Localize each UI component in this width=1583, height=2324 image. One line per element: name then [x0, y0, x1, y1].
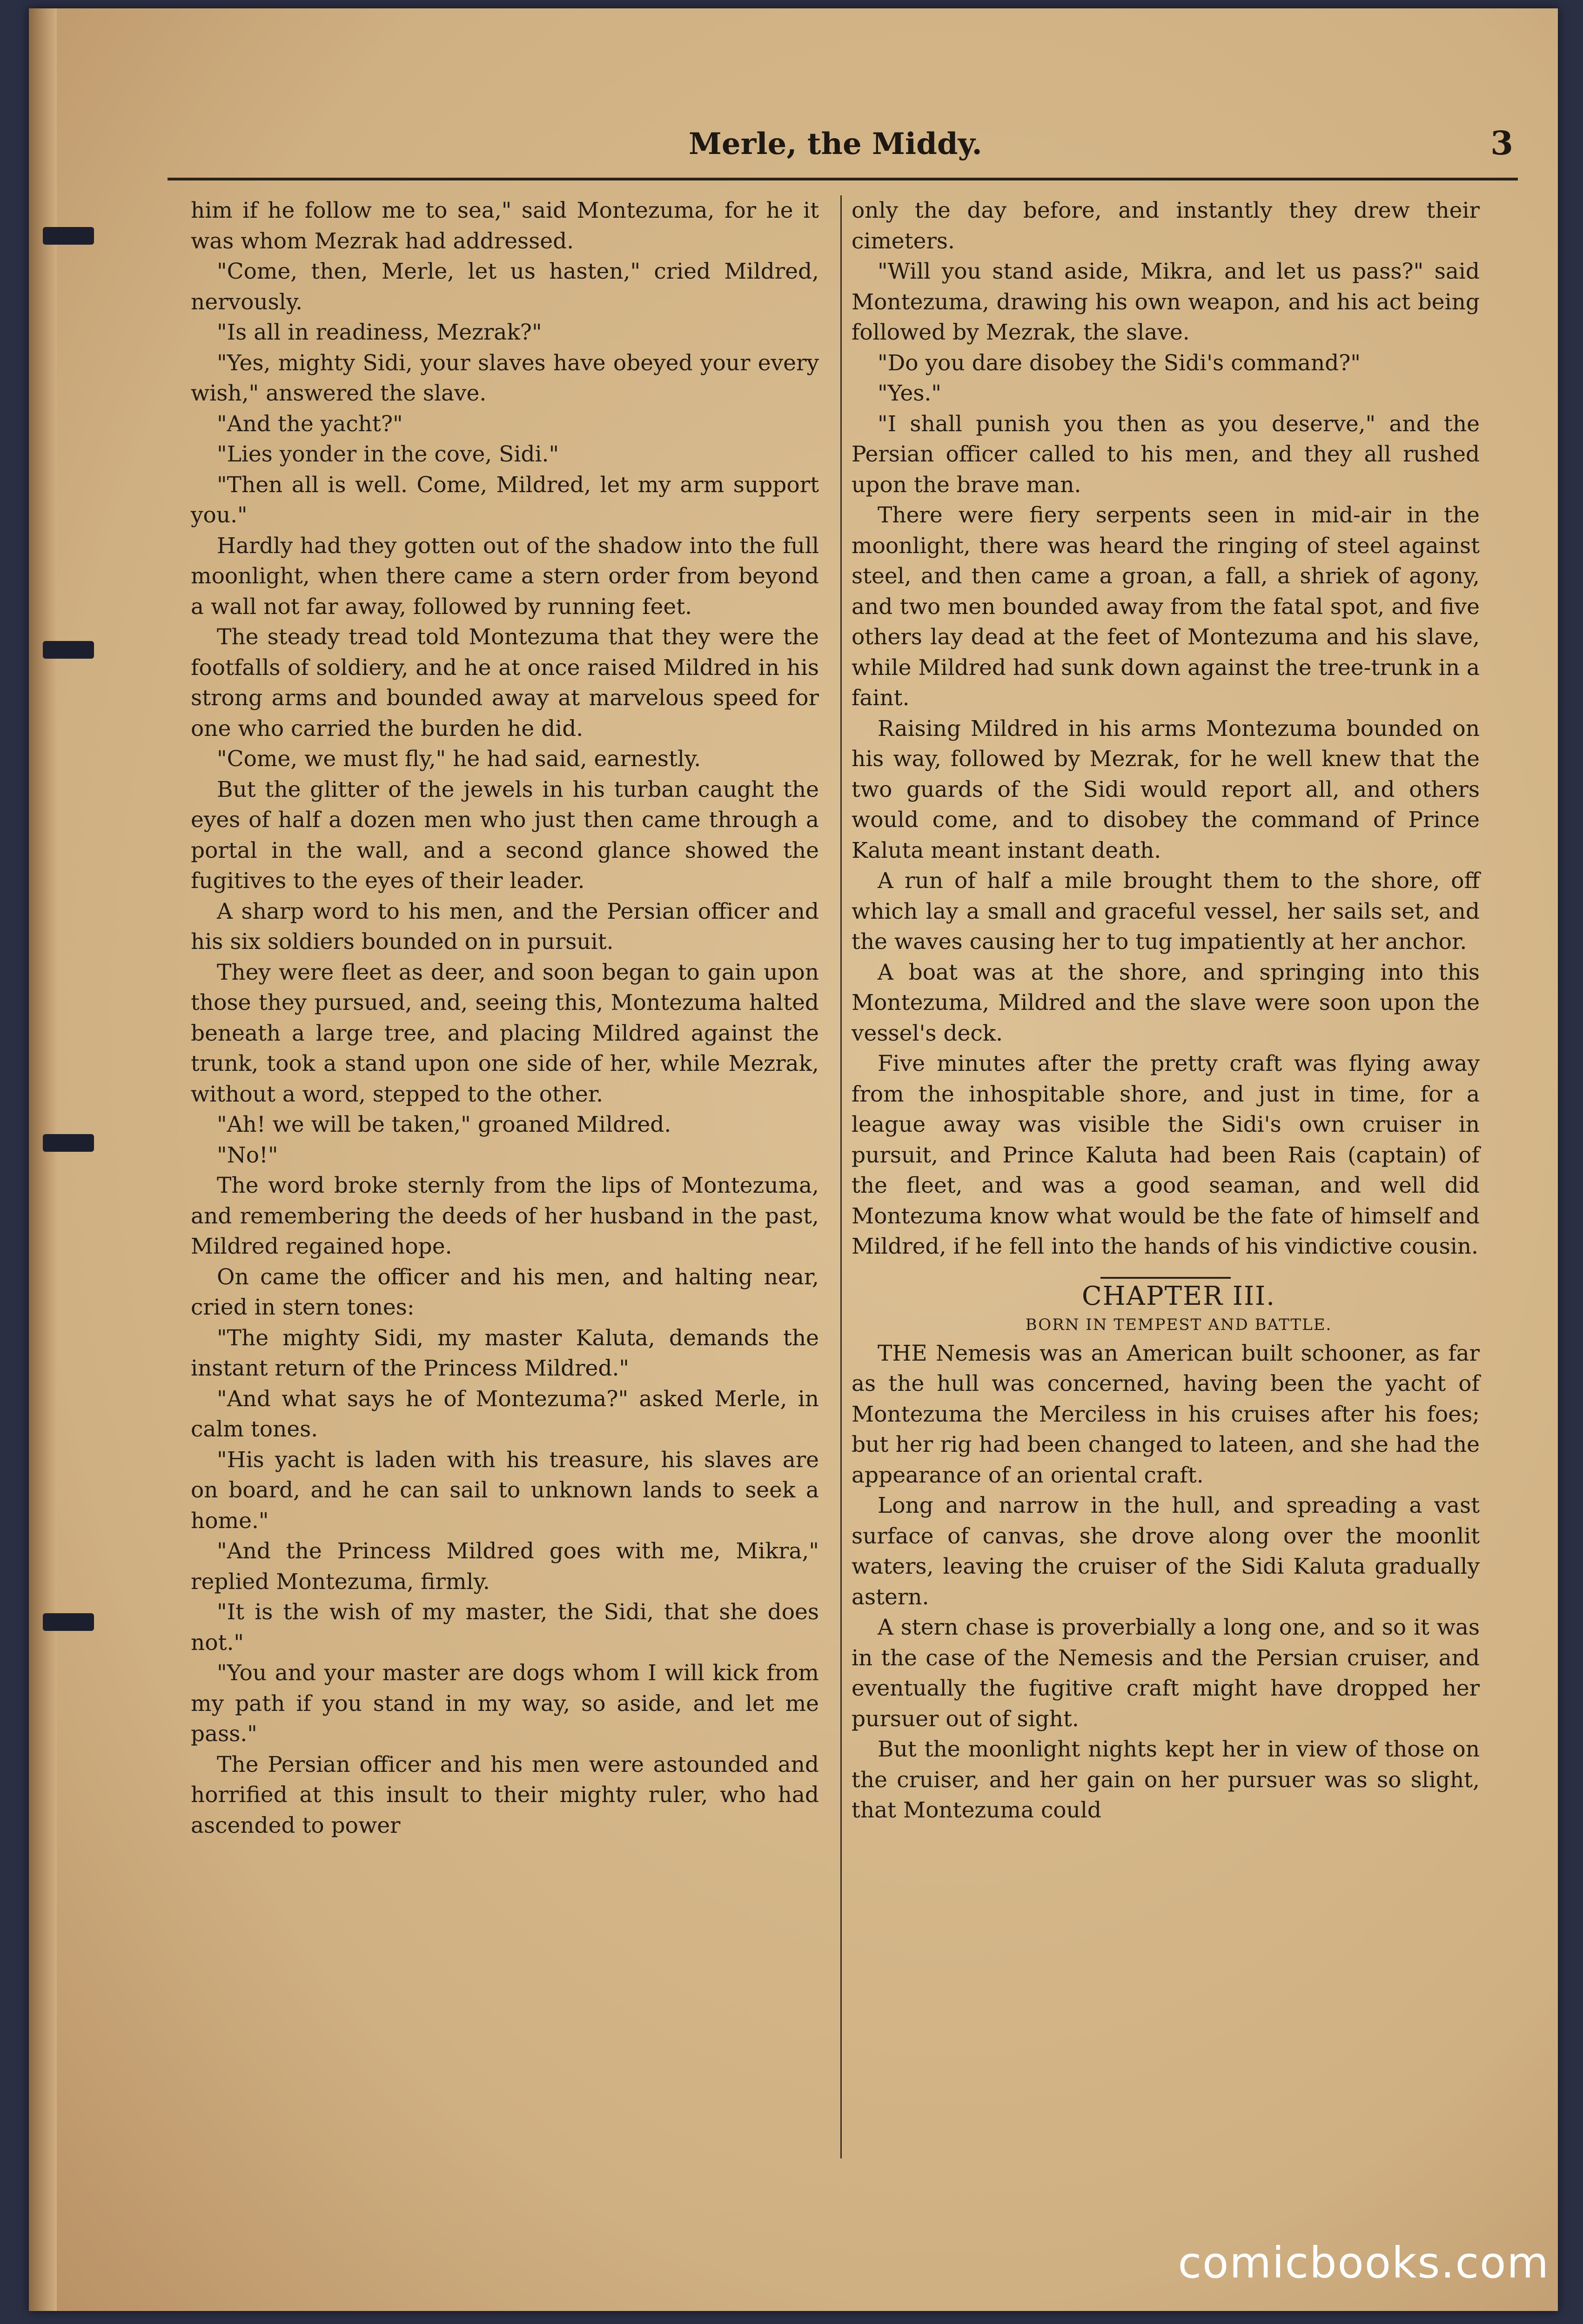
paragraph: "Will you stand aside, Mikra, and let us pass?" said Montezuma, drawing his own weapon, and his act being followed by Mezrak, the slave. [852, 259, 1480, 345]
binding-stitch [43, 641, 94, 659]
paragraph: "The mighty Sidi, my master Kaluta, demands the instant return of the Princess Mildred." [191, 1325, 819, 1381]
paragraph: A boat was at the shore, and springing into this Montezuma, Mildred and the slave were soon upon the vessel's deck. [852, 959, 1480, 1046]
column-divider [840, 195, 842, 2158]
paragraph: The Persian officer and his men were astounded and horrified at this insult to their mighty ruler, who had ascended to power [191, 1751, 819, 1838]
left-column [191, 195, 819, 1841]
chapter-title: CHAPTER III. [1081, 1281, 1276, 1311]
paragraph: A run of half a mile brought them to the shore, off which lay a small and graceful vessel, her sails set, and the waves causing her to tug impatiently at her anchor. [852, 868, 1480, 955]
paragraph: "You and your master are dogs whom I will kick from my path if you stand in my way, so aside, and let me pass." [191, 1660, 819, 1747]
page-spine [29, 8, 57, 2311]
binding-stitch [43, 227, 94, 245]
paragraph: Five minutes after the pretty craft was flying away from the inhospitable shore, and just in time, for a league away was visible the Sidi's own cruiser in pursuit, and Prince Kaluta had been Rais (captain) of the fleet, and was a good seaman, and well did Montezuma know what would be the fate of himself and Mildred, if he fell into the hands of his vindictive cousin. [852, 1051, 1480, 1259]
binding-stitch [43, 1134, 94, 1152]
paragraph: "And the Princess Mildred goes with me, Mikra," replied Montezuma, firmly. [191, 1538, 819, 1595]
paragraph: "Ah! we will be taken," groaned Mildred. [217, 1112, 671, 1137]
paragraph: "Then all is well. Come, Mildred, let my arm support you." [191, 472, 819, 528]
binding-stitch [43, 1613, 94, 1631]
paragraph: "It is the wish of my master, the Sidi, that she does not." [191, 1599, 819, 1656]
paragraph: "No!" [217, 1142, 278, 1168]
paragraph: The word broke sternly from the lips of Montezuma, and remembering the deeds of her husband in the past, Mildred regained hope. [191, 1173, 819, 1259]
paragraph: only the day before, and instantly they drew their cimeters. [852, 198, 1480, 254]
paragraph: But the glitter of the jewels in his turban caught the eyes of half a dozen men who just then came through a portal in the wall, and a second glance showed the fugitives to the eyes of their leader. [191, 776, 819, 894]
paragraph: "Come, we must fly," he had said, earnestly. [217, 746, 701, 772]
paragraph: THE Nemesis was an American built schooner, as far as the hull was concerned, having been the yacht of Montezuma the Merciless in his cruises after his foes; but her rig had been changed to lateen, and she had the appearance of an oriental craft. [852, 1340, 1480, 1488]
paragraph: There were fiery serpents seen in mid-air in the moonlight, there was heard the ringing of steel against steel, and then came a groan, a fall, a shriek of agony, and two men bounded away from the fatal spot, and five others lay dead at the feet of Montezuma and his slave, while Mildred had sunk down against the tree-trunk in a faint. [852, 502, 1480, 711]
chapter-subtitle: BORN IN TEMPEST AND BATTLE. [1025, 1315, 1332, 1334]
paragraph: "Yes." [878, 381, 942, 406]
paragraph: "And the yacht?" [217, 411, 403, 437]
running-header [168, 122, 1518, 180]
paragraph: "I shall punish you then as you deserve," and the Persian officer called to his men, and they all rushed upon the brave man. [852, 411, 1480, 498]
paragraph: "Yes, mighty Sidi, your slaves have obeyed your every wish," answered the slave. [191, 350, 819, 406]
paragraph: Raising Mildred in his arms Montezuma bounded on his way, followed by Mezrak, for he well knew that the two guards of the Sidi would report all, and others would come, and to disobey the command of Prince Kaluta meant instant death. [852, 715, 1480, 863]
running-title: Merle, the Middy. [689, 127, 982, 161]
paragraph: But the moonlight nights kept her in view of those on the cruiser, and her gain on her pursuer was so slight, that Montezuma could [852, 1736, 1480, 1823]
paragraph: Hardly had they gotten out of the shadow into the full moonlight, when there came a stern order from beyond a wall not far away, followed by running feet. [191, 533, 819, 620]
paragraph: They were fleet as deer, and soon began to gain upon those they pursued, and, seeing this, Montezuma halted beneath a large tree, and placing Mildred against the trunk, took a stand upon one side of her, while Mezrak, without a word, stepped to the other. [191, 959, 819, 1107]
chapter-rule [1100, 1277, 1231, 1279]
paragraph: The steady tread told Montezuma that they were the footfalls of soldiery, and he at once raised Mildred in his strong arms and bounded away at marvelous speed for one who carried the burden he did. [191, 624, 819, 741]
paragraph: On came the officer and his men, and halting near, cried in stern tones: [191, 1264, 819, 1320]
paragraph: "Is all in readiness, Mezrak?" [217, 320, 542, 345]
paragraph: A sharp word to his men, and the Persian officer and his six soldiers bounded on in pursuit. [191, 898, 819, 955]
paragraph: "Do you dare disobey the Sidi's command?" [878, 350, 1361, 376]
watermark: comicbooks.com [1178, 2238, 1549, 2288]
paragraph: A stern chase is proverbially a long one, and so it was in the case of the Nemesis and the Persian cruiser, and eventually the fugitive craft might have dropped her pursuer out of sight. [852, 1615, 1480, 1732]
paragraph: "Come, then, Merle, let us hasten," cried Mildred, nervously. [191, 259, 819, 315]
paragraph: "His yacht is laden with his treasure, his slaves are on board, and he can sail to unknown lands to seek a home." [191, 1447, 819, 1534]
paragraph: Long and narrow in the hull, and spreading a vast surface of canvas, she drove along over the moonlit waters, leaving the cruiser of the Sidi Kaluta gradually astern. [852, 1493, 1480, 1610]
paragraph: him if he follow me to sea," said Montezuma, for he it was whom Mezrak had addressed. [191, 198, 819, 254]
page-number: 3 [1490, 124, 1513, 162]
paragraph: "And what says he of Montezuma?" asked Merle, in calm tones. [191, 1386, 819, 1442]
paragraph: "Lies yonder in the cove, Sidi." [217, 441, 559, 467]
right-column [852, 195, 1480, 1826]
